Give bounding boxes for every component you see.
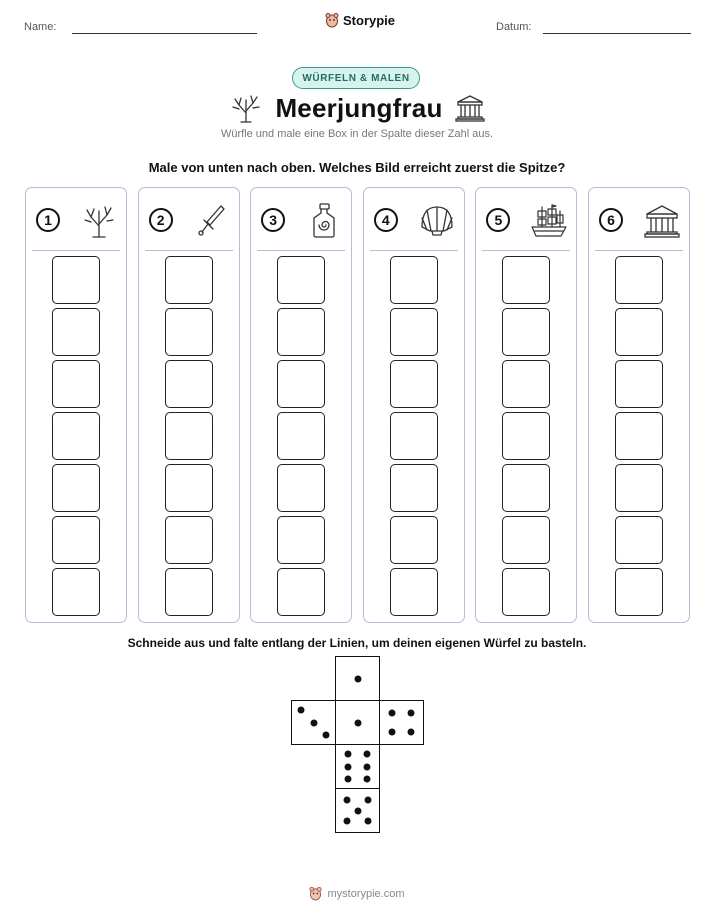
paint-box[interactable] <box>615 516 663 564</box>
paint-box[interactable] <box>52 360 100 408</box>
paint-box[interactable] <box>52 256 100 304</box>
potion-bottle-icon <box>305 203 343 239</box>
paint-box[interactable] <box>502 360 550 408</box>
die-pip <box>365 818 372 825</box>
paint-box[interactable] <box>277 412 325 460</box>
paint-box[interactable] <box>277 516 325 564</box>
column-divider <box>595 250 683 251</box>
die-pip <box>345 763 352 770</box>
name-label: Name: <box>24 21 57 33</box>
paint-box[interactable] <box>52 516 100 564</box>
date-label: Datum: <box>496 21 532 33</box>
brand-logo <box>325 12 395 28</box>
paint-box[interactable] <box>277 360 325 408</box>
subtitle: Würfle und male eine Box in der Spalte dieser Zahl aus. <box>220 128 494 140</box>
die-face-top <box>335 656 380 701</box>
die-pip <box>345 751 352 758</box>
paint-box[interactable] <box>52 568 100 616</box>
temple-icon <box>643 203 681 239</box>
paint-box[interactable] <box>615 412 663 460</box>
die-pip <box>298 707 305 714</box>
column-divider <box>32 250 120 251</box>
paint-box[interactable] <box>165 516 213 564</box>
die-face-bottom <box>335 788 380 833</box>
paint-box[interactable] <box>502 464 550 512</box>
paint-box[interactable] <box>390 464 438 512</box>
paint-box[interactable] <box>502 412 550 460</box>
instruction: Male von unten nach oben. Welches Bild erreicht zuerst die Spitze? <box>148 160 566 175</box>
column-header <box>261 203 343 237</box>
coral-icon <box>80 203 118 239</box>
column-6 <box>588 187 690 623</box>
paint-box[interactable] <box>165 464 213 512</box>
paint-box[interactable] <box>52 412 100 460</box>
paint-box[interactable] <box>52 308 100 356</box>
column-2 <box>138 187 240 623</box>
column-4 <box>363 187 465 623</box>
paint-box[interactable] <box>165 412 213 460</box>
column-5 <box>475 187 577 623</box>
paint-box[interactable] <box>165 308 213 356</box>
column-divider <box>257 250 345 251</box>
die-pip <box>345 775 352 782</box>
die-pip <box>343 796 350 803</box>
paint-box[interactable] <box>165 568 213 616</box>
dice-columns <box>25 187 690 623</box>
mascot-icon <box>325 12 339 28</box>
die-pip <box>343 818 350 825</box>
die-pip <box>363 763 370 770</box>
die-pip <box>407 710 414 717</box>
column-header <box>36 203 118 237</box>
ship-icon <box>530 203 568 239</box>
paint-box[interactable] <box>615 256 663 304</box>
column-header <box>374 203 456 237</box>
column-number: 6 <box>599 208 623 232</box>
column-number: 4 <box>374 208 398 232</box>
column-header <box>149 203 231 237</box>
die-pip <box>407 728 414 735</box>
paint-box[interactable] <box>277 256 325 304</box>
paint-box[interactable] <box>390 256 438 304</box>
paint-box[interactable] <box>390 308 438 356</box>
die-pip <box>363 751 370 758</box>
seashell-icon <box>418 203 456 239</box>
paint-box[interactable] <box>615 360 663 408</box>
die-face-left <box>291 700 336 745</box>
mascot-icon <box>309 886 322 901</box>
paint-box[interactable] <box>165 256 213 304</box>
paint-box[interactable] <box>277 308 325 356</box>
column-3 <box>250 187 352 623</box>
column-1 <box>25 187 127 623</box>
footer <box>0 886 714 901</box>
paint-box[interactable] <box>502 308 550 356</box>
die-pip <box>354 807 361 814</box>
paint-box[interactable] <box>390 568 438 616</box>
paint-box[interactable] <box>277 568 325 616</box>
column-number: 5 <box>486 208 510 232</box>
die-pip <box>389 728 396 735</box>
column-divider <box>482 250 570 251</box>
cut-instruction: Schneide aus und falte entlang der Linien, um deinen eigenen Würfel zu basteln. <box>127 636 587 650</box>
paint-box[interactable] <box>502 568 550 616</box>
die-face-right <box>379 700 424 745</box>
die-face-center <box>335 700 380 745</box>
brand-name: Storypie <box>343 12 396 28</box>
paint-box[interactable] <box>165 360 213 408</box>
page-title: Meerjungfrau <box>275 92 443 123</box>
die-pip <box>322 731 329 738</box>
category-badge: WÜRFELN & MALEN <box>292 67 420 89</box>
paint-box[interactable] <box>615 568 663 616</box>
column-divider <box>145 250 233 251</box>
paint-box[interactable] <box>390 412 438 460</box>
column-number: 2 <box>149 208 173 232</box>
paint-box[interactable] <box>502 256 550 304</box>
die-pip <box>363 775 370 782</box>
column-number: 1 <box>36 208 60 232</box>
coral-icon <box>229 93 263 123</box>
temple-icon <box>455 93 485 123</box>
title-row <box>0 91 714 125</box>
die-face-lower <box>335 744 380 789</box>
paint-box[interactable] <box>390 516 438 564</box>
column-number: 3 <box>261 208 285 232</box>
die-pip <box>354 719 361 726</box>
paint-box[interactable] <box>52 464 100 512</box>
paint-box[interactable] <box>390 360 438 408</box>
footer-url: mystorypie.com <box>327 887 405 900</box>
paint-box[interactable] <box>502 516 550 564</box>
die-pip <box>354 675 361 682</box>
column-header <box>486 203 568 237</box>
paint-box[interactable] <box>615 308 663 356</box>
date-line <box>543 33 691 34</box>
column-header <box>599 203 681 237</box>
paint-box[interactable] <box>615 464 663 512</box>
die-pip <box>310 719 317 726</box>
column-divider <box>370 250 458 251</box>
paint-box[interactable] <box>277 464 325 512</box>
die-pip <box>389 710 396 717</box>
name-line <box>72 33 257 34</box>
dagger-icon <box>193 203 231 239</box>
die-pip <box>365 796 372 803</box>
